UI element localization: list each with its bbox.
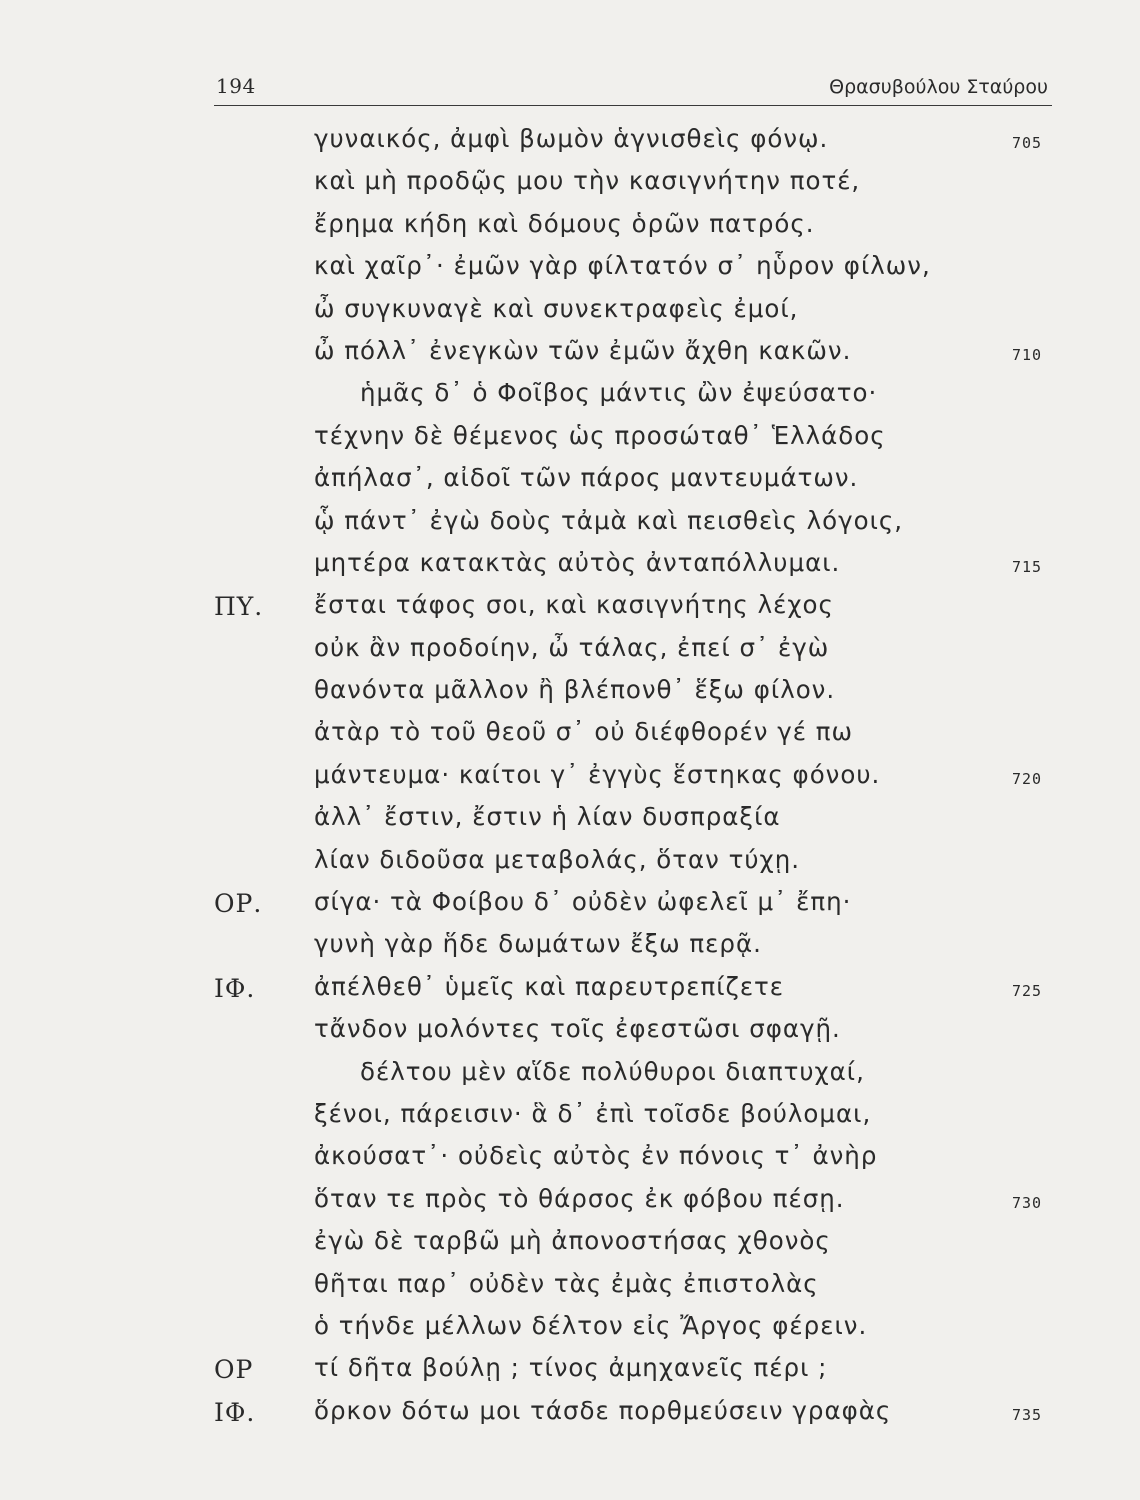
verse-line: [0, 1010, 1140, 1052]
verse-line: [0, 586, 1140, 628]
line-number: 725: [1012, 981, 1043, 1000]
verse-text: ἀκούσατ᾽· οὐδεὶς αὐτὸς ἐν πόνοις τ᾽ ἀνὴρ: [314, 1141, 878, 1171]
line-number: 730: [1012, 1193, 1043, 1212]
verse-line: [0, 290, 1140, 332]
page-number: 194: [216, 74, 256, 98]
verse-line: [0, 502, 1140, 544]
verse-text: καὶ μὴ προδῷς μου τὴν κασιγνήτην ποτέ,: [314, 166, 861, 196]
verse-line: [0, 756, 1140, 798]
verse-line: [0, 1349, 1140, 1391]
verse-text: ὅταν τε πρὸς τὸ θάρσος ἐκ φόβου πέσῃ.: [314, 1183, 845, 1213]
header-rule: [214, 105, 1052, 106]
line-number: 705: [1012, 134, 1043, 152]
verse-line: [0, 713, 1140, 755]
verse-text: ἡμᾶς δ᾽ ὁ Φοῖβος μάντις ὢν ἐψεύσατο·: [360, 378, 878, 408]
verse-line: [0, 1137, 1140, 1179]
verse-line: [0, 1222, 1140, 1264]
speaker-label: ΙΦ.: [214, 973, 256, 1003]
verse-text: γυνὴ γὰρ ἥδε δωμάτων ἔξω περᾷ.: [314, 929, 762, 959]
verse-line: [0, 1307, 1140, 1349]
verse-line: [0, 544, 1140, 586]
line-number: 715: [1012, 557, 1043, 576]
speaker-label: ΙΦ.: [214, 1397, 256, 1427]
verse-text: ἐγὼ δὲ ταρβῶ μὴ ἀπονοστήσας χθονὸς: [314, 1226, 831, 1256]
verse-text: καὶ χαῖρ᾽· ἐμῶν γὰρ φίλτατόν σ᾽ ηὗρον φίλων,: [314, 251, 931, 281]
verse-line: [0, 332, 1140, 374]
verse-line: [0, 883, 1140, 925]
verse-text: ἀπέλθεθ᾽ ὑμεῖς καὶ παρευτρεπίζετε: [314, 971, 785, 1001]
verse-text: μάντευμα· καίτοι γ᾽ ἐγγὺς ἕστηκας φόνου.: [314, 759, 881, 789]
verse-text: θανόντα μᾶλλον ἢ βλέπονθ᾽ ἕξω φίλον.: [314, 675, 836, 705]
verse-line: [0, 1095, 1140, 1137]
verse-line: [0, 1180, 1140, 1222]
verse-line: [0, 925, 1140, 967]
verse-line: [0, 798, 1140, 840]
verse-line: [0, 1053, 1140, 1095]
verse-text: μητέρα κατακτὰς αὐτὸς ἀνταπόλλυμαι.: [314, 547, 841, 577]
verse-line: [0, 968, 1140, 1010]
verse-text: ὅρκον δότω μοι τάσδε πορθμεύσειν γραφὰς: [314, 1395, 892, 1425]
verse-text: τέχνην δὲ θέμενος ὡς προσώταθ᾽ Ἑλλάδος: [314, 420, 886, 450]
verse-text: θῆται παρ᾽ οὐδὲν τὰς ἐμὰς ἐπιστολὰς: [314, 1268, 819, 1298]
verse-line: [0, 1265, 1140, 1307]
verse-text: ὁ τήνδε μέλλων δέλτον εἰς Ἄργος φέρειν.: [314, 1310, 868, 1340]
verse-line: [0, 120, 1140, 162]
verse-line: [0, 417, 1140, 459]
running-title: Θρασυβούλου Σταύρου: [829, 76, 1048, 98]
verse-line: [0, 205, 1140, 247]
verse-line: [0, 629, 1140, 671]
verse-text: ὦ πόλλ᾽ ἐνεγκὼν τῶν ἐμῶν ἄχθη κακῶν.: [314, 335, 852, 365]
verse-line: [0, 247, 1140, 289]
speaker-label: ΟΡ: [214, 1355, 254, 1385]
verse-text: ξένοι, πάρεισιν· ἃ δ᾽ ἐπὶ τοῖσδε βούλομαι,: [314, 1098, 872, 1128]
verse-text: ἀλλ᾽ ἔστιν, ἔστιν ἡ λίαν δυσπραξία: [314, 802, 781, 832]
verse-text: τἄνδον μολόντες τοῖς ἐφεστῶσι σφαγῇ.: [314, 1014, 841, 1044]
verse-text: δέλτου μὲν αἵδε πολύθυροι διαπτυχαί,: [360, 1056, 865, 1086]
verse-block: [0, 120, 1140, 1434]
verse-text: λίαν διδοῦσα μεταβολάς, ὅταν τύχῃ.: [314, 844, 801, 874]
verse-text: τί δῆτα βούλῃ ; τίνος ἀμηχανεῖς πέρι ;: [314, 1353, 828, 1383]
line-number: 710: [1012, 345, 1043, 364]
verse-line: [0, 374, 1140, 416]
line-number: 720: [1012, 769, 1043, 788]
speaker-label: ΠΥ.: [214, 592, 264, 622]
verse-text: ἔρημα κήδη καὶ δόμους ὁρῶν πατρός.: [314, 208, 815, 238]
line-number: 735: [1012, 1405, 1043, 1424]
verse-text: ἀτὰρ τὸ τοῦ θεοῦ σ᾽ οὐ διέφθορέν γέ πω: [314, 717, 854, 747]
running-head: [214, 72, 1052, 104]
verse-line: [0, 841, 1140, 883]
speaker-label: ΟΡ.: [214, 889, 263, 919]
verse-text: ὦ συγκυναγὲ καὶ συνεκτραφεὶς ἐμοί,: [314, 293, 799, 323]
verse-text: γυναικός, ἀμφὶ βωμὸν ἁγνισθεὶς φόνῳ.: [314, 124, 829, 153]
verse-line: [0, 1392, 1140, 1434]
verse-text: σίγα· τὰ Φοίβου δ᾽ οὐδὲν ὠφελεῖ μ᾽ ἔπη·: [314, 887, 852, 917]
verse-text: ᾧ πάντ᾽ ἐγὼ δοὺς τἀμὰ καὶ πεισθεὶς λόγοις,: [314, 505, 904, 535]
verse-text: ἔσται τάφος σοι, καὶ κασιγνήτης λέχος: [314, 590, 834, 620]
verse-line: [0, 671, 1140, 713]
verse-line: [0, 459, 1140, 501]
verse-line: [0, 162, 1140, 204]
verse-text: οὐκ ἂν προδοίην, ὦ τάλας, ἐπεί σ᾽ ἐγὼ: [314, 632, 830, 662]
verse-text: ἀπήλασ᾽, αἰδοῖ τῶν πάρος μαντευμάτων.: [314, 463, 859, 493]
